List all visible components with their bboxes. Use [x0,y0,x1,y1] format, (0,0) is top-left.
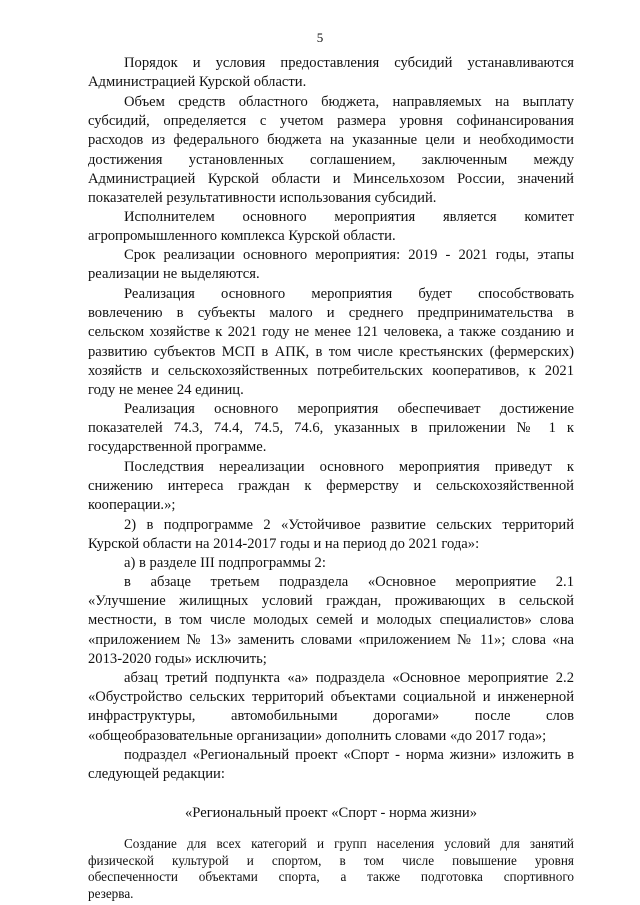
text-line: Администрацией Курской области. [88,74,307,91]
paragraph [88,573,574,669]
text-line: показателей 74.3, 74.4, 74.5, 74.6, указанных в приложении № 1 к [88,420,574,437]
text-line: Администрацией Курской области и Минсельхозом России, значений [88,170,574,187]
paragraph [88,516,574,554]
text-line: 2013-2020 годы» исключить; [88,650,267,667]
text-line: подраздел «Региональный проект «Спорт - норма жизни» изложить в [124,747,574,763]
paragraph [88,554,574,573]
text-line: сельском хозяйстве к 2021 году не менее 121 человека, а также созданию и [88,324,574,341]
text-line: местности, в том числе молодых семей и молодых специалистов» слова [88,612,574,629]
text-line: достижения установленных соглашением, заключенным между [88,151,574,168]
text-line: Последствия нереализации основного мероприятия приведут к [124,459,574,475]
text-line: «приложением № 13» заменить словами «приложением № 11»; слова «на [88,631,574,648]
text-line: Создание для всех категорий и групп населения условий для занятий [124,836,574,851]
paragraph [88,54,574,92]
text-line: Срок реализации основного мероприятия: 2019 - 2021 годы, этапы [124,247,574,263]
paragraph [88,400,574,458]
page-number: 5 [316,30,324,45]
text-line: году не менее 24 единиц. [88,382,244,399]
paragraph [88,836,574,902]
text-line: следующей редакции: [88,766,225,783]
paragraph [88,208,574,246]
paragraph [88,285,574,400]
text-line: расходов из федерального бюджета на указанные цели и необходимости [88,132,574,149]
text-line: государственной программе. [88,439,267,456]
text-line: Порядок и условия предоставления субсидий устанавливаются [124,55,574,71]
text-line: «общеобразовательные организации» дополнить словами «до 2017 года»; [88,727,547,744]
section-heading: «Региональный проект «Спорт - норма жизни» [185,805,477,821]
text-line: хозяйств и сельскохозяйственных потребительских кооперативов, к 2021 [88,362,574,379]
paragraph [88,458,574,516]
text-line: Реализация основного мероприятия будет способствовать [124,286,574,302]
text-line: показателей результативности использования субсидий. [88,190,437,207]
text-line: вовлечению в субъекты малого и среднего предпринимательства в [88,305,574,322]
paragraph [88,93,574,208]
text-line: развитию субъектов МСП в АПК, в том числе крестьянских (фермерских) [88,343,574,360]
text-line: Исполнителем основного мероприятия является комитет [124,209,574,225]
paragraph [88,669,574,746]
text-line: Курской области на 2014-2017 годы и на период до 2021 года»: [88,536,480,553]
text-line: агропромышленного комплекса Курской области. [88,228,396,245]
paragraph [88,246,574,284]
text-line: снижению интереса граждан к фермерству и сельскохозяйственной [88,478,574,495]
text-line: в абзаце третьем подраздела «Основное мероприятие 2.1 [124,574,574,590]
text-line: 2) в подпрограмме 2 «Устойчивое развитие сельских территорий [124,517,574,533]
text-line: «Улучшение жилищных условий граждан, проживающих в сельской [88,593,574,610]
text-line: реализации не выделяются. [88,266,260,283]
text-line: Реализация основного мероприятия обеспечивает достижение [124,401,574,417]
text-line: а) в разделе III подпрограммы 2: [124,555,326,571]
text-line: физической культурой и спортом, в том числе повышение уровня [88,852,574,868]
paragraph [88,746,574,784]
text-line: кооперации.»; [88,497,176,514]
text-line: субсидий, определяется с учетом размера уровня софинансирования [88,113,574,130]
text-line: инфраструктуры, автомобильными дорогами» после слов [88,708,574,725]
text-line: Объем средств областного бюджета, направляемых на выплату [124,94,574,110]
text-line: «Обустройство сельских территорий объектами социальной и инженерной [88,689,574,706]
text-line: обеспеченности объектами спорта, а также подготовка спортивного [88,869,574,885]
text-line: абзац третий подпункта «а» подраздела «Основное мероприятие 2.2 [124,670,574,686]
text-line: резерва. [88,885,134,901]
